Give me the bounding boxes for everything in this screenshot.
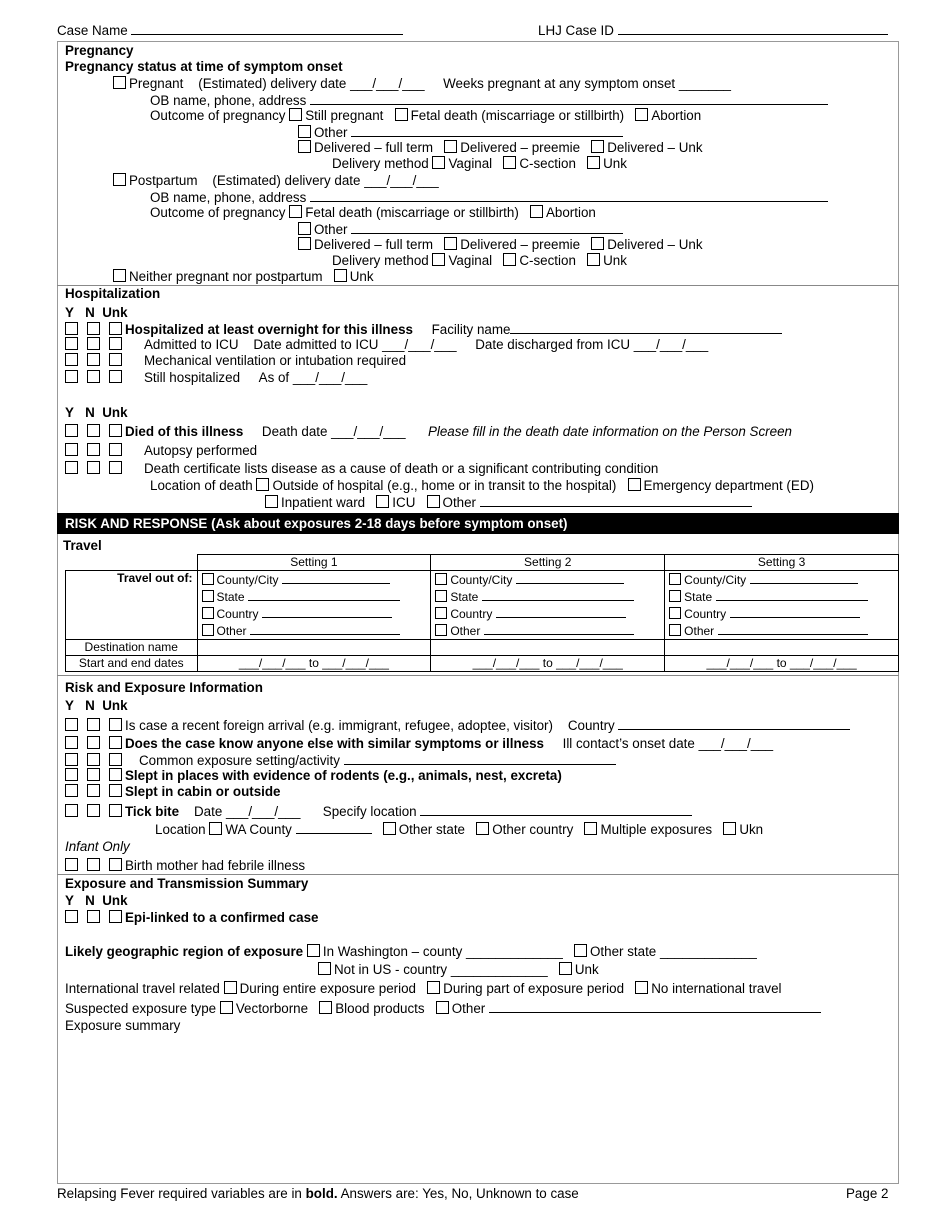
full-term-checkbox-1[interactable] bbox=[298, 140, 311, 153]
checkbox[interactable] bbox=[109, 370, 122, 383]
in-washington-checkbox[interactable] bbox=[307, 944, 320, 957]
checkbox[interactable] bbox=[65, 910, 78, 923]
delivery-method-1: Delivery method Vaginal C-section Unk bbox=[332, 156, 627, 171]
checkbox[interactable] bbox=[109, 768, 122, 781]
checkbox[interactable] bbox=[65, 337, 78, 350]
checkbox[interactable] bbox=[87, 784, 100, 797]
checkbox[interactable] bbox=[87, 736, 100, 749]
checkbox[interactable] bbox=[87, 337, 100, 350]
no-international-checkbox[interactable] bbox=[635, 981, 648, 994]
checkbox[interactable] bbox=[87, 804, 100, 817]
checkbox[interactable] bbox=[435, 573, 447, 585]
checkbox[interactable] bbox=[109, 858, 122, 871]
pregnant-checkbox[interactable] bbox=[113, 76, 126, 89]
tick-other-country-checkbox[interactable] bbox=[476, 822, 489, 835]
death-location-row: Location of death Outside of hospital (e.g., home or in transit to the hospital) Emergency department (ED) bbox=[150, 478, 814, 493]
infant-only-label: Infant Only bbox=[65, 839, 130, 854]
hospitalized-row: Hospitalized at least overnight for this illness Facility name bbox=[65, 321, 782, 338]
vaginal-checkbox-2[interactable] bbox=[432, 253, 445, 266]
autopsy-row: Autopsy performed bbox=[65, 443, 257, 459]
vaginal-checkbox-1[interactable] bbox=[432, 156, 445, 169]
delivered-unk-checkbox-2[interactable] bbox=[591, 237, 604, 250]
part-period-checkbox[interactable] bbox=[427, 981, 440, 994]
death-location-row-2: Inpatient ward ICU Other bbox=[265, 494, 752, 511]
checkbox[interactable] bbox=[669, 624, 681, 636]
outside-hospital-checkbox[interactable] bbox=[256, 478, 269, 491]
ventilation-row: Mechanical ventilation or intubation required bbox=[65, 353, 406, 369]
outcome-row-1: Outcome of pregnancy Still pregnant Fetal death (miscarriage or stillbirth) Abortion bbox=[150, 108, 702, 123]
icu-checkbox[interactable] bbox=[376, 495, 389, 508]
checkbox[interactable] bbox=[87, 424, 100, 437]
destination-2[interactable] bbox=[431, 640, 665, 656]
checkbox[interactable] bbox=[669, 590, 681, 602]
rodents-row: Slept in places with evidence of rodents (e.g., animals, nest, excreta) bbox=[65, 768, 562, 784]
checkbox[interactable] bbox=[87, 443, 100, 456]
checkbox[interactable] bbox=[87, 322, 100, 335]
common-exposure-row: Common exposure setting/activity bbox=[65, 752, 616, 769]
delivered-unk-checkbox-1[interactable] bbox=[591, 140, 604, 153]
cabin-row: Slept in cabin or outside bbox=[65, 784, 281, 800]
preemie-checkbox-1[interactable] bbox=[444, 140, 457, 153]
postpartum-row: Postpartum (Estimated) delivery date ___/___/___ bbox=[113, 173, 439, 189]
ob-field-2[interactable]: OB name, phone, address bbox=[150, 189, 828, 206]
csection-checkbox-1[interactable] bbox=[503, 156, 516, 169]
fetal-death-checkbox-2[interactable] bbox=[289, 205, 302, 218]
checkbox[interactable] bbox=[65, 768, 78, 781]
similar-illness-row: Does the case know anyone else with similar symptoms or illness Ill contact’s onset date ___/___/___ bbox=[65, 736, 773, 752]
multiple-exposures-checkbox[interactable] bbox=[584, 822, 597, 835]
exposure-summary-label: Exposure summary bbox=[65, 1018, 181, 1033]
checkbox[interactable] bbox=[87, 753, 100, 766]
tick-other-state-checkbox[interactable] bbox=[383, 822, 396, 835]
checkbox[interactable] bbox=[109, 424, 122, 437]
abortion-checkbox-2[interactable] bbox=[530, 205, 543, 218]
region-row-2: Not in US - country _____________ Unk bbox=[318, 962, 599, 978]
checkbox[interactable] bbox=[109, 804, 122, 817]
vectorborne-checkbox[interactable] bbox=[220, 1001, 233, 1014]
checkbox[interactable] bbox=[435, 590, 447, 602]
exposure-type-row: Suspected exposure type Vectorborne Blood products Other bbox=[65, 1000, 821, 1017]
checkbox[interactable] bbox=[87, 910, 100, 923]
checkbox[interactable] bbox=[109, 753, 122, 766]
setting-3-header: Setting 3 bbox=[665, 555, 899, 571]
delivered-row-1: Delivered – full term Delivered – preemie Delivered – Unk bbox=[298, 140, 703, 156]
divider bbox=[57, 285, 899, 286]
pregnancy-unk-checkbox[interactable] bbox=[334, 269, 347, 282]
birth-mother-row: Birth mother had febrile illness bbox=[65, 858, 305, 874]
ed-checkbox[interactable] bbox=[628, 478, 641, 491]
foreign-arrival-row: Is case a recent foreign arrival (e.g. immigrant, refugee, adoptee, visitor) Country bbox=[65, 717, 850, 734]
divider bbox=[57, 874, 899, 875]
pregnant-delivery-date[interactable]: (Estimated) delivery date ___/___/___ bbox=[198, 76, 425, 91]
footer-note: Relapsing Fever required variables are in bold. Answers are: Yes, No, Unknown to case bbox=[57, 1186, 579, 1201]
csection-checkbox-2[interactable] bbox=[503, 253, 516, 266]
setting-2-header: Setting 2 bbox=[431, 555, 665, 571]
method-unk-checkbox-2[interactable] bbox=[587, 253, 600, 266]
checkbox[interactable] bbox=[65, 443, 78, 456]
risk-response-banner: RISK AND RESPONSE (Ask about exposures 2-18 days before symptom onset) bbox=[57, 513, 899, 534]
checkbox[interactable] bbox=[202, 590, 214, 602]
checkbox[interactable] bbox=[669, 573, 681, 585]
checkbox[interactable] bbox=[87, 718, 100, 731]
travel-out-label: Travel out of: bbox=[66, 571, 198, 640]
ynu-header-3: Y N Unk bbox=[65, 698, 128, 713]
lhj-case-id-label: LHJ Case ID bbox=[538, 23, 614, 38]
checkbox[interactable] bbox=[87, 370, 100, 383]
checkbox[interactable] bbox=[65, 804, 78, 817]
outcome-row-2: Outcome of pregnancy Fetal death (miscarriage or stillbirth) Abortion bbox=[150, 205, 596, 220]
still-hospitalized-row: Still hospitalized As of ___/___/___ bbox=[65, 370, 367, 386]
checkbox[interactable] bbox=[65, 718, 78, 731]
pregnant-row: Pregnant (Estimated) delivery date ___/___/___ Weeks pregnant at any symptom onset _______ bbox=[113, 76, 731, 92]
death-cert-row: Death certificate lists disease as a cause of death or a significant contributing condition bbox=[65, 461, 658, 477]
method-unk-checkbox-1[interactable] bbox=[587, 156, 600, 169]
other-outcome-1[interactable]: Other bbox=[298, 124, 623, 141]
checkbox[interactable] bbox=[435, 624, 447, 636]
setting-1-header: Setting 1 bbox=[197, 555, 431, 571]
checkbox[interactable] bbox=[65, 370, 78, 383]
postpartum-delivery-date[interactable]: (Estimated) delivery date ___/___/___ bbox=[212, 173, 439, 188]
checkbox[interactable] bbox=[298, 125, 311, 138]
not-in-us-checkbox[interactable] bbox=[318, 962, 331, 975]
neither-row: Neither pregnant nor postpartum Unk bbox=[113, 269, 374, 285]
checkbox[interactable] bbox=[87, 353, 100, 366]
still-pregnant-checkbox[interactable] bbox=[289, 108, 302, 121]
delivery-method-2: Delivery method Vaginal C-section Unk bbox=[332, 253, 627, 268]
setting-2-options[interactable]: County/City State Country Other bbox=[431, 571, 665, 640]
postpartum-checkbox[interactable] bbox=[113, 173, 126, 186]
weeks-pregnant[interactable]: Weeks pregnant at any symptom onset _______ bbox=[443, 76, 731, 91]
checkbox[interactable] bbox=[87, 858, 100, 871]
region-unk-checkbox[interactable] bbox=[559, 962, 572, 975]
tick-bite-row: Tick bite Date ___/___/___ Specify location bbox=[65, 803, 692, 820]
destination-label: Destination name bbox=[66, 640, 198, 656]
checkbox[interactable] bbox=[65, 322, 78, 335]
tick-ukn-checkbox[interactable] bbox=[723, 822, 736, 835]
hospitalization-title: Hospitalization bbox=[65, 286, 161, 301]
ynu-header-4: Y N Unk bbox=[65, 893, 128, 908]
ynu-header-2: Y N Unk bbox=[65, 405, 128, 420]
case-name-label: Case Name bbox=[57, 23, 128, 38]
checkbox[interactable] bbox=[109, 353, 122, 366]
blood-products-checkbox[interactable] bbox=[319, 1001, 332, 1014]
abortion-checkbox-1[interactable] bbox=[635, 108, 648, 121]
setting-1-options[interactable]: County/City State Country Other bbox=[197, 571, 431, 640]
checkbox[interactable] bbox=[109, 443, 122, 456]
checkbox[interactable] bbox=[298, 222, 311, 235]
preemie-checkbox-2[interactable] bbox=[444, 237, 457, 250]
destination-3[interactable] bbox=[665, 640, 899, 656]
destination-1[interactable] bbox=[197, 640, 431, 656]
delivered-row-2: Delivered – full term Delivered – preemie Delivered – Unk bbox=[298, 237, 703, 253]
neither-checkbox[interactable] bbox=[113, 269, 126, 282]
ob-field-1[interactable]: OB name, phone, address bbox=[150, 92, 828, 109]
dates-3[interactable]: ___/___/___ to ___/___/___ bbox=[665, 656, 899, 672]
checkbox[interactable] bbox=[65, 461, 78, 474]
checkbox[interactable] bbox=[202, 607, 214, 619]
divider bbox=[57, 675, 899, 676]
wa-county-checkbox[interactable] bbox=[209, 822, 222, 835]
checkbox[interactable] bbox=[109, 784, 122, 797]
exposure-other-checkbox[interactable] bbox=[436, 1001, 449, 1014]
died-row: Died of this illness Death date ___/___/___ Please fill in the death date information on the Person Screen bbox=[65, 424, 792, 440]
checkbox[interactable] bbox=[109, 337, 122, 350]
checkbox[interactable] bbox=[109, 736, 122, 749]
checkbox[interactable] bbox=[202, 624, 214, 636]
checkbox[interactable] bbox=[65, 858, 78, 871]
checkbox[interactable] bbox=[87, 461, 100, 474]
travel-table bbox=[65, 554, 899, 672]
death-other-checkbox[interactable] bbox=[427, 495, 440, 508]
icu-row: Admitted to ICU Date admitted to ICU ___/___/___ Date discharged from ICU ___/___/___ bbox=[65, 337, 708, 353]
case-name-field[interactable] bbox=[57, 22, 403, 39]
checkbox[interactable] bbox=[87, 768, 100, 781]
inpatient-checkbox[interactable] bbox=[265, 495, 278, 508]
lhj-case-id-field[interactable] bbox=[538, 22, 888, 39]
summary-title: Exposure and Transmission Summary bbox=[65, 876, 309, 891]
dates-2[interactable]: ___/___/___ to ___/___/___ bbox=[431, 656, 665, 672]
dates-label: Start and end dates bbox=[66, 656, 198, 672]
region-row: Likely geographic region of exposure In Washington – county _____________ Other state _____________ bbox=[65, 944, 757, 959]
ynu-header-1: Y N Unk bbox=[65, 305, 128, 320]
epi-linked-row: Epi-linked to a confirmed case bbox=[65, 910, 318, 926]
checkbox[interactable] bbox=[65, 736, 78, 749]
fetal-death-checkbox-1[interactable] bbox=[395, 108, 408, 121]
checkbox[interactable] bbox=[65, 784, 78, 797]
other-outcome-2[interactable]: Other bbox=[298, 221, 623, 238]
checkbox[interactable] bbox=[669, 607, 681, 619]
pregnancy-subtitle: Pregnancy status at time of symptom onset bbox=[65, 59, 343, 74]
checkbox[interactable] bbox=[109, 461, 122, 474]
checkbox[interactable] bbox=[202, 573, 214, 585]
checkbox[interactable] bbox=[109, 910, 122, 923]
travel-title: Travel bbox=[63, 538, 102, 553]
pregnancy-title: Pregnancy bbox=[65, 43, 134, 58]
checkbox[interactable] bbox=[109, 718, 122, 731]
tick-location-row: Location WA County Other state Other country Multiple exposures Ukn bbox=[155, 822, 764, 837]
risk-title: Risk and Exposure Information bbox=[65, 680, 263, 695]
setting-3-options[interactable]: County/City State Country Other bbox=[665, 571, 899, 640]
checkbox[interactable] bbox=[435, 607, 447, 619]
checkbox[interactable] bbox=[65, 424, 78, 437]
page-number: Page 2 bbox=[846, 1186, 889, 1201]
checkbox[interactable] bbox=[109, 322, 122, 335]
dates-1[interactable]: ___/___/___ to ___/___/___ bbox=[197, 656, 431, 672]
international-travel-row: International travel related During entire exposure period During part of exposure period No international travel bbox=[65, 981, 782, 996]
region-other-state-checkbox[interactable] bbox=[574, 944, 587, 957]
full-term-checkbox-2[interactable] bbox=[298, 237, 311, 250]
entire-period-checkbox[interactable] bbox=[224, 981, 237, 994]
checkbox[interactable] bbox=[65, 753, 78, 766]
checkbox[interactable] bbox=[65, 353, 78, 366]
